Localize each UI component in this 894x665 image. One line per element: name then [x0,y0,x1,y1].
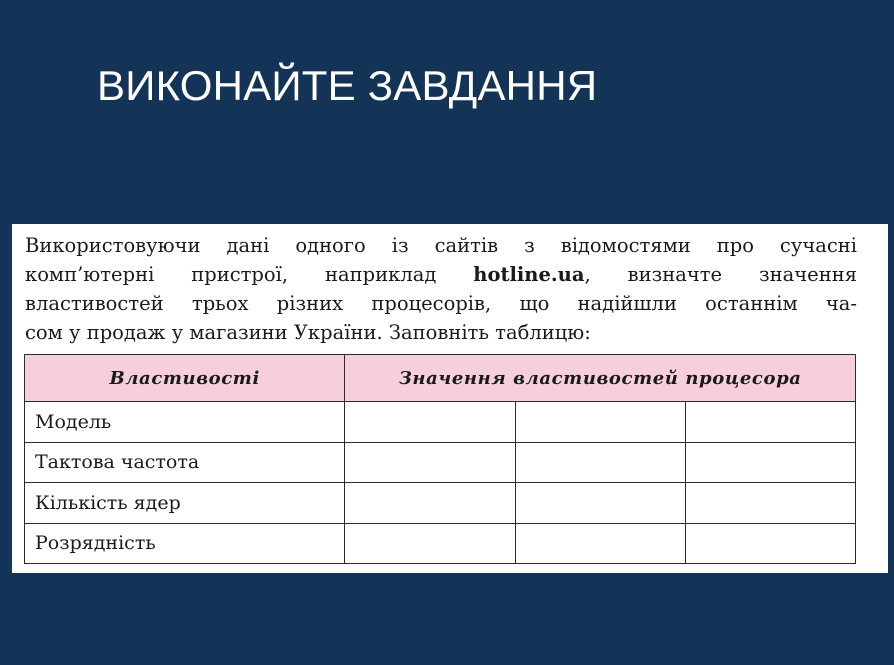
value-cell [685,402,855,443]
value-cell [515,523,685,564]
property-name-cell: Модель [25,402,345,443]
property-name-cell: Кількість ядер [25,483,345,524]
table-row [25,402,856,443]
table-header-row [25,355,856,402]
task-text-line: Використовуючи дані одного із сайтів з відомостями про сучасні [25,234,857,257]
task-text-line: властивостей трьох різних процесорів, що надійшли останнім ча- [25,292,857,315]
task-text-line [25,260,857,289]
task-card [12,224,888,573]
task-text-fragment: , визначте значення [584,263,857,286]
table-row [25,523,856,564]
slide-title: ВИКОНАЙТЕ ЗАВДАННЯ [97,62,598,109]
value-cell [685,442,855,483]
value-cell [685,483,855,524]
value-cell [345,523,515,564]
task-text-line: сом у продаж у магазини України. Заповніть таблицю: [25,321,591,344]
table-row [25,442,856,483]
task-text-fragment: комп’ютерні пристрої, наприклад [25,263,474,286]
header-processor-values: Значення властивостей процесора [345,355,856,402]
processor-properties-table [24,354,856,564]
value-cell [515,483,685,524]
value-cell [515,442,685,483]
value-cell [345,442,515,483]
value-cell [345,402,515,443]
task-text [25,231,857,347]
property-name-cell: Розрядність [25,523,345,564]
property-name-cell: Тактова частота [25,442,345,483]
value-cell [515,402,685,443]
value-cell [345,483,515,524]
site-name: hotline.ua [473,263,585,286]
header-properties: Властивості [25,355,345,402]
table-row [25,483,856,524]
value-cell [685,523,855,564]
